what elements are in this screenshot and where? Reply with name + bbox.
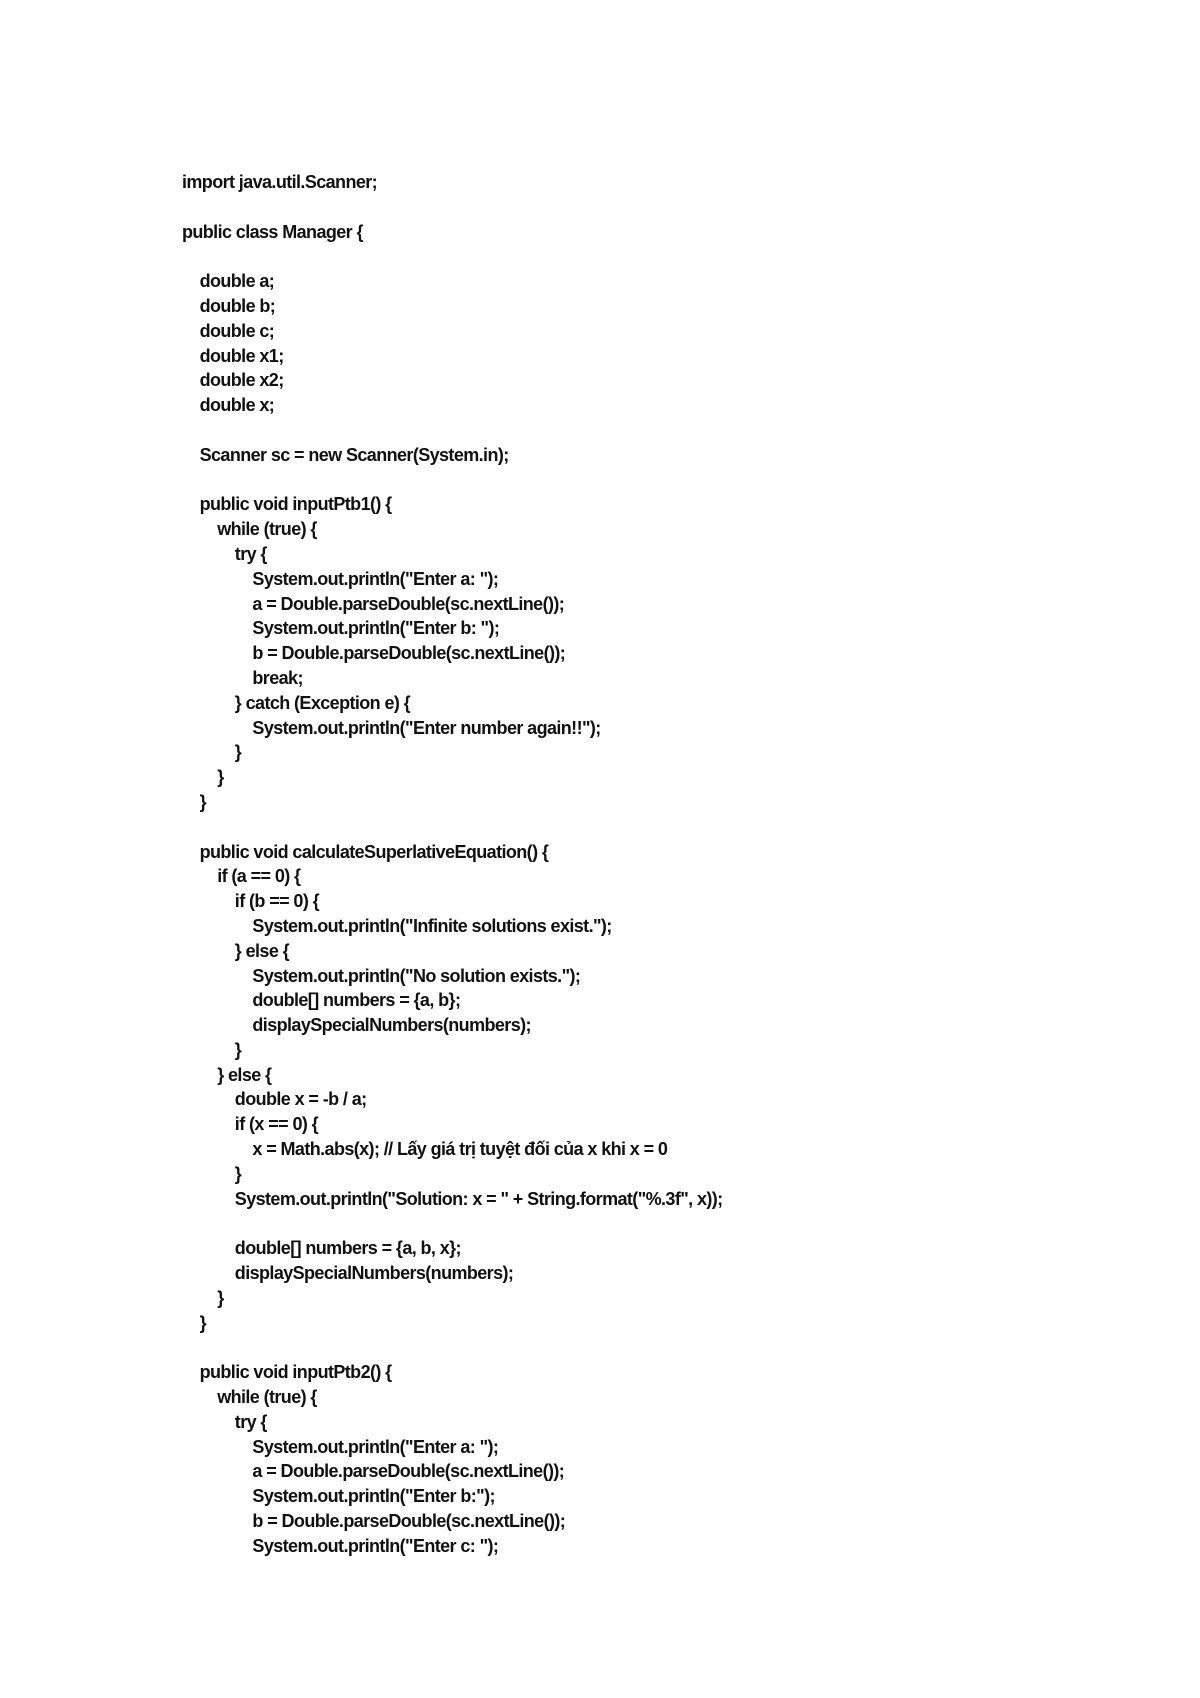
- code-line: x = Math.abs(x); // Lấy giá trị tuyệt đối của x khi x = 0: [182, 1139, 668, 1160]
- code-line: }: [182, 1163, 242, 1184]
- code-line: [182, 468, 1082, 493]
- code-line: public class Manager {: [182, 221, 363, 242]
- code-line: double x = -b / a;: [182, 1089, 367, 1110]
- code-line: while (true) {: [182, 519, 317, 540]
- code-line: if (b == 0) {: [182, 891, 320, 912]
- code-line: b = Double.parseDouble(sc.nextLine());: [182, 1511, 566, 1532]
- code-line: displaySpecialNumbers(numbers);: [182, 1015, 531, 1036]
- code-line: a = Double.parseDouble(sc.nextLine());: [182, 1461, 565, 1482]
- code-line: System.out.println("Enter number again!!");: [182, 717, 601, 738]
- code-line: while (true) {: [182, 1387, 317, 1408]
- code-line: double x;: [182, 395, 275, 416]
- code-line: displaySpecialNumbers(numbers);: [182, 1263, 514, 1284]
- code-line: System.out.println("Enter c: ");: [182, 1535, 499, 1556]
- code-line: } else {: [182, 940, 290, 961]
- code-line: [182, 244, 1082, 269]
- code-line: try {: [182, 1411, 267, 1432]
- code-line: public void calculateSuperlativeEquation() {: [182, 841, 549, 862]
- code-line: import java.util.Scanner;: [182, 172, 378, 192]
- code-line: System.out.println("Infinite solutions exist.");: [182, 915, 612, 936]
- code-line: try {: [182, 543, 267, 564]
- code-line: Scanner sc = new Scanner(System.in);: [182, 444, 509, 465]
- code-line: double[] numbers = {a, b};: [182, 990, 461, 1011]
- code-line: [182, 815, 1082, 840]
- code-line: [182, 1335, 1082, 1360]
- code-line: System.out.println("No solution exists.");: [182, 965, 581, 986]
- code-line: System.out.println("Enter b:");: [182, 1486, 495, 1507]
- code-line: [182, 418, 1082, 443]
- code-line: System.out.println("Enter a: ");: [182, 1436, 499, 1457]
- code-line: }: [182, 742, 242, 763]
- code-line: double b;: [182, 295, 276, 316]
- code-line: [182, 195, 1082, 220]
- code-line: double x1;: [182, 345, 284, 366]
- code-line: } else {: [182, 1064, 272, 1085]
- code-line: }: [182, 1287, 224, 1308]
- code-line: System.out.println("Enter b: ");: [182, 618, 500, 639]
- code-line: double x2;: [182, 370, 284, 391]
- code-line: }: [182, 767, 224, 788]
- code-line: if (a == 0) {: [182, 866, 301, 887]
- code-line: }: [182, 1039, 242, 1060]
- code-line: a = Double.parseDouble(sc.nextLine());: [182, 593, 565, 614]
- code-line: double[] numbers = {a, b, x};: [182, 1238, 461, 1259]
- code-line: System.out.println("Enter a: ");: [182, 568, 499, 589]
- code-line: System.out.println("Solution: x = " + String.format("%.3f", x));: [182, 1188, 723, 1209]
- code-line: if (x == 0) {: [182, 1114, 319, 1135]
- code-line: double a;: [182, 271, 275, 292]
- code-line: } catch (Exception e) {: [182, 692, 411, 713]
- code-line: break;: [182, 667, 303, 688]
- code-line: }: [182, 1312, 207, 1333]
- code-block: [182, 170, 1082, 1559]
- code-line: double c;: [182, 320, 275, 341]
- code-line: [182, 1211, 1082, 1236]
- code-line: }: [182, 791, 207, 812]
- code-line: b = Double.parseDouble(sc.nextLine());: [182, 643, 566, 664]
- code-line: public void inputPtb1() {: [182, 494, 392, 515]
- code-line: public void inputPtb2() {: [182, 1362, 392, 1383]
